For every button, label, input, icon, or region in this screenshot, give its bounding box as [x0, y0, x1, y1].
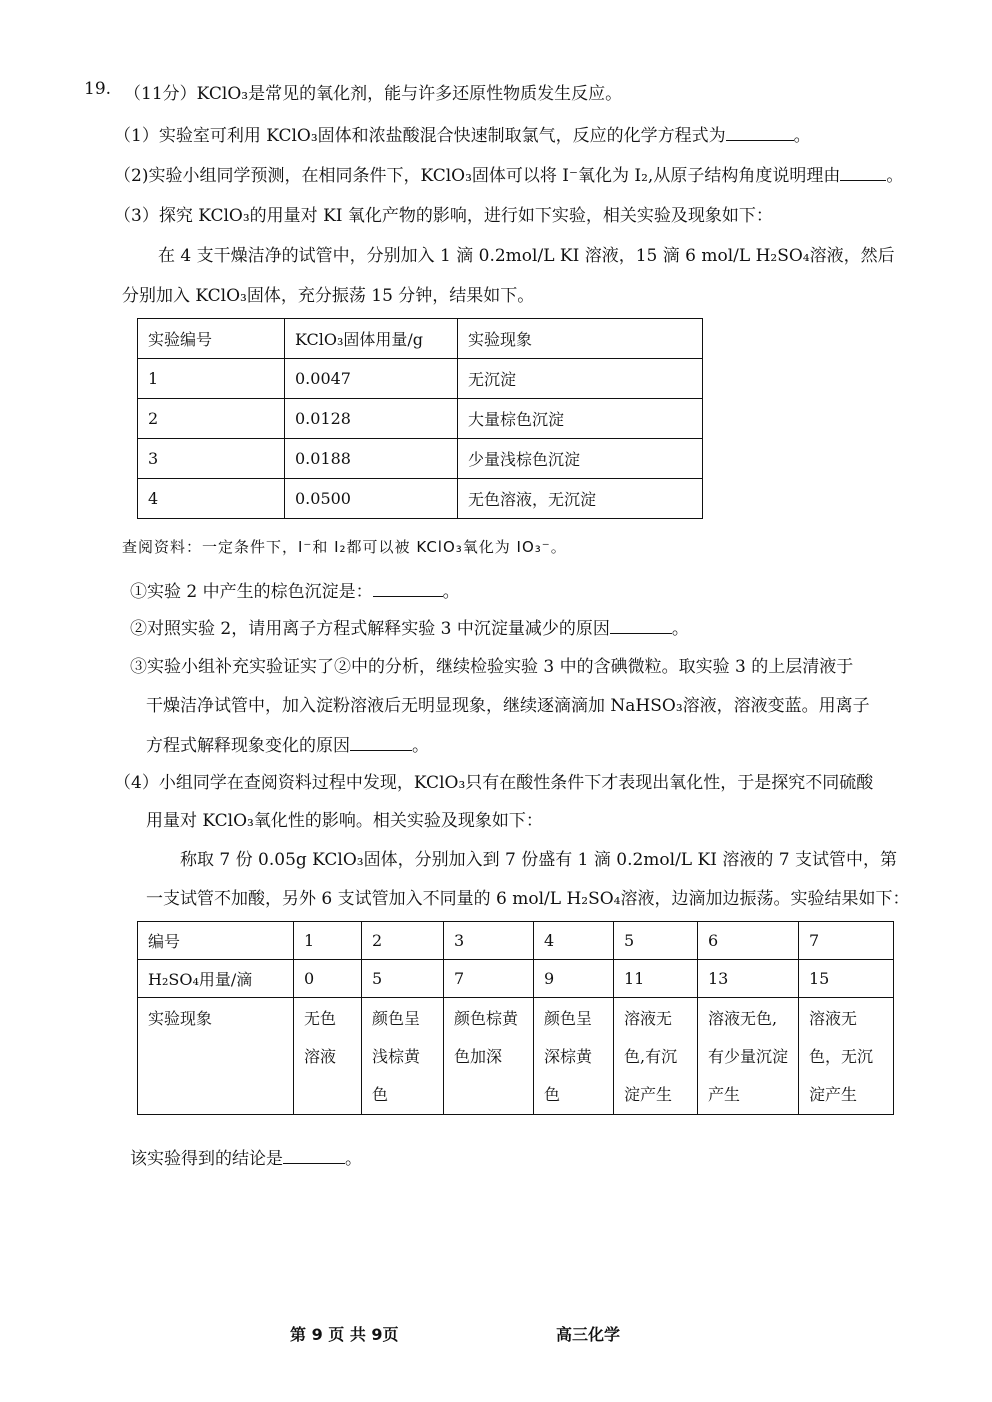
part-4-desc-line1: 称取 7 份 0.05g KClO₃固体，分别加入到 7 份盛有 1 滴 0.2mol/L KI 溶液的 7 支试管中，第: [180, 850, 897, 870]
cell: 0.0128: [285, 399, 458, 439]
row-label: H₂SO₄用量/滴: [138, 960, 294, 998]
cell: 4: [534, 922, 614, 960]
footer-subject: 高三化学: [556, 1325, 621, 1344]
cell: 大量棕色沉淀: [458, 399, 703, 439]
cell: 溶液无色，无沉淀产生: [799, 998, 894, 1115]
part-3-desc-line2: 分别加入 KClO₃固体，充分振荡 15 分钟，结果如下。: [122, 286, 535, 306]
answer-blank-s3[interactable]: [350, 735, 412, 751]
cell: 4: [138, 479, 285, 519]
cell: 无色溶液: [294, 998, 362, 1115]
cell: 1: [138, 359, 285, 399]
sub-question-2: ②对照实验 2，请用离子方程式解释实验 3 中沉淀量减少的原因 。: [130, 619, 689, 639]
cell: 无色溶液，无沉淀: [458, 479, 703, 519]
header-cell: 实验现象: [458, 319, 703, 359]
part-1-text: （1）实验室可利用 KClO₃固体和浓盐酸混合快速制取氯气，反应的化学方程式为: [114, 126, 726, 146]
sub-question-3-line3: 方程式解释现象变化的原因 。: [146, 736, 429, 756]
cell: 0.0188: [285, 439, 458, 479]
cell: 7: [799, 922, 894, 960]
cell: 11: [614, 960, 698, 998]
part-4-line1: （4）小组同学在查阅资料过程中发现，KClO₃只有在酸性条件下才表现出氧化性，于是探究不同硫酸: [114, 773, 874, 793]
conclusion: 该实验得到的结论是 。: [130, 1149, 362, 1169]
table-row-number: [138, 922, 894, 960]
cell: 少量浅棕色沉淀: [458, 439, 703, 479]
table-row: [138, 439, 703, 479]
table-row: [138, 359, 703, 399]
cell: 6: [698, 922, 799, 960]
table-row-drops: [138, 960, 894, 998]
cell: 0.0500: [285, 479, 458, 519]
part-1: （1）实验室可利用 KClO₃固体和浓盐酸混合快速制取氯气，反应的化学方程式为 。: [114, 126, 811, 146]
part-3-title: （3）探究 KClO₃的用量对 KI 氧化产物的影响，进行如下实验，相关实验及现象如下：: [114, 206, 773, 226]
cell: 0: [294, 960, 362, 998]
cell: 3: [138, 439, 285, 479]
table-row-phenomena: [138, 998, 894, 1115]
part-2-text: （2)实验小组同学预测，在相同条件下，KClO₃固体可以将 I⁻氧化为 I₂,从原子结构角度说明理由: [114, 166, 841, 186]
cell: 颜色呈深棕黄色: [534, 998, 614, 1115]
part-4-line2: 用量对 KClO₃氧化性的影响。相关实验及现象如下：: [146, 811, 543, 831]
cell: 溶液无色,有沉淀产生: [614, 998, 698, 1115]
row-label: 编号: [138, 922, 294, 960]
sub-question-1: ①实验 2 中产生的棕色沉淀是： 。: [130, 582, 460, 602]
row-label: 实验现象: [138, 998, 294, 1115]
table-h2so4-amount: [137, 921, 894, 1115]
cell: 5: [614, 922, 698, 960]
cell: 2: [362, 922, 444, 960]
answer-blank-1[interactable]: [726, 125, 794, 141]
answer-blank-conclusion[interactable]: [283, 1148, 345, 1164]
cell: 0.0047: [285, 359, 458, 399]
sub-question-3-line2: 干燥洁净试管中，加入淀粉溶液后无明显现象，继续逐滴滴加 NaHSO₃溶液，溶液变蓝。用离子: [146, 696, 870, 716]
part-4-desc-line2: 一支试管不加酸，另外 6 支试管加入不同量的 6 mol/L H₂SO₄溶液，边滴加边振荡。实验结果如下：: [146, 889, 910, 909]
cell: 无沉淀: [458, 359, 703, 399]
table-row: [138, 399, 703, 439]
header-cell: 实验编号: [138, 319, 285, 359]
header-cell: KClO₃固体用量/g: [285, 319, 458, 359]
sub-question-3-line1: ③实验小组补充实验证实了②中的分析，继续检验实验 3 中的含碘微粒。取实验 3 的上层清液于: [130, 657, 854, 677]
question-intro: （11分）KClO₃是常见的氧化剂，能与许多还原性物质发生反应。: [124, 84, 623, 104]
footer-page-number: 第 9 页 共 9页: [290, 1325, 399, 1344]
cell: 15: [799, 960, 894, 998]
table-kclo3-amount: [137, 318, 703, 519]
reference-note: 查阅资料：一定条件下，I⁻和 I₂都可以被 KClO₃氧化为 IO₃⁻。: [122, 538, 567, 556]
cell: 颜色呈浅棕黄色: [362, 998, 444, 1115]
answer-blank-s1[interactable]: [373, 581, 443, 597]
cell: 13: [698, 960, 799, 998]
cell: 5: [362, 960, 444, 998]
cell: 溶液无色,有少量沉淀产生: [698, 998, 799, 1115]
table-row: [138, 479, 703, 519]
answer-blank-2[interactable]: [840, 165, 886, 181]
cell: 9: [534, 960, 614, 998]
answer-blank-s2[interactable]: [610, 618, 672, 634]
cell: 1: [294, 922, 362, 960]
cell: 3: [444, 922, 534, 960]
part-3-desc-line1: 在 4 支干燥洁净的试管中，分别加入 1 滴 0.2mol/L KI 溶液，15 滴 6 mol/L H₂SO₄溶液，然后: [158, 246, 895, 266]
cell: 颜色棕黄色加深: [444, 998, 534, 1115]
question-number: 19.: [84, 79, 112, 99]
cell: 2: [138, 399, 285, 439]
cell: 7: [444, 960, 534, 998]
part-2: （2)实验小组同学预测，在相同条件下，KClO₃固体可以将 I⁻氧化为 I₂,从原子结构角度说明理由 。: [114, 166, 904, 186]
table-header-row: [138, 319, 703, 359]
